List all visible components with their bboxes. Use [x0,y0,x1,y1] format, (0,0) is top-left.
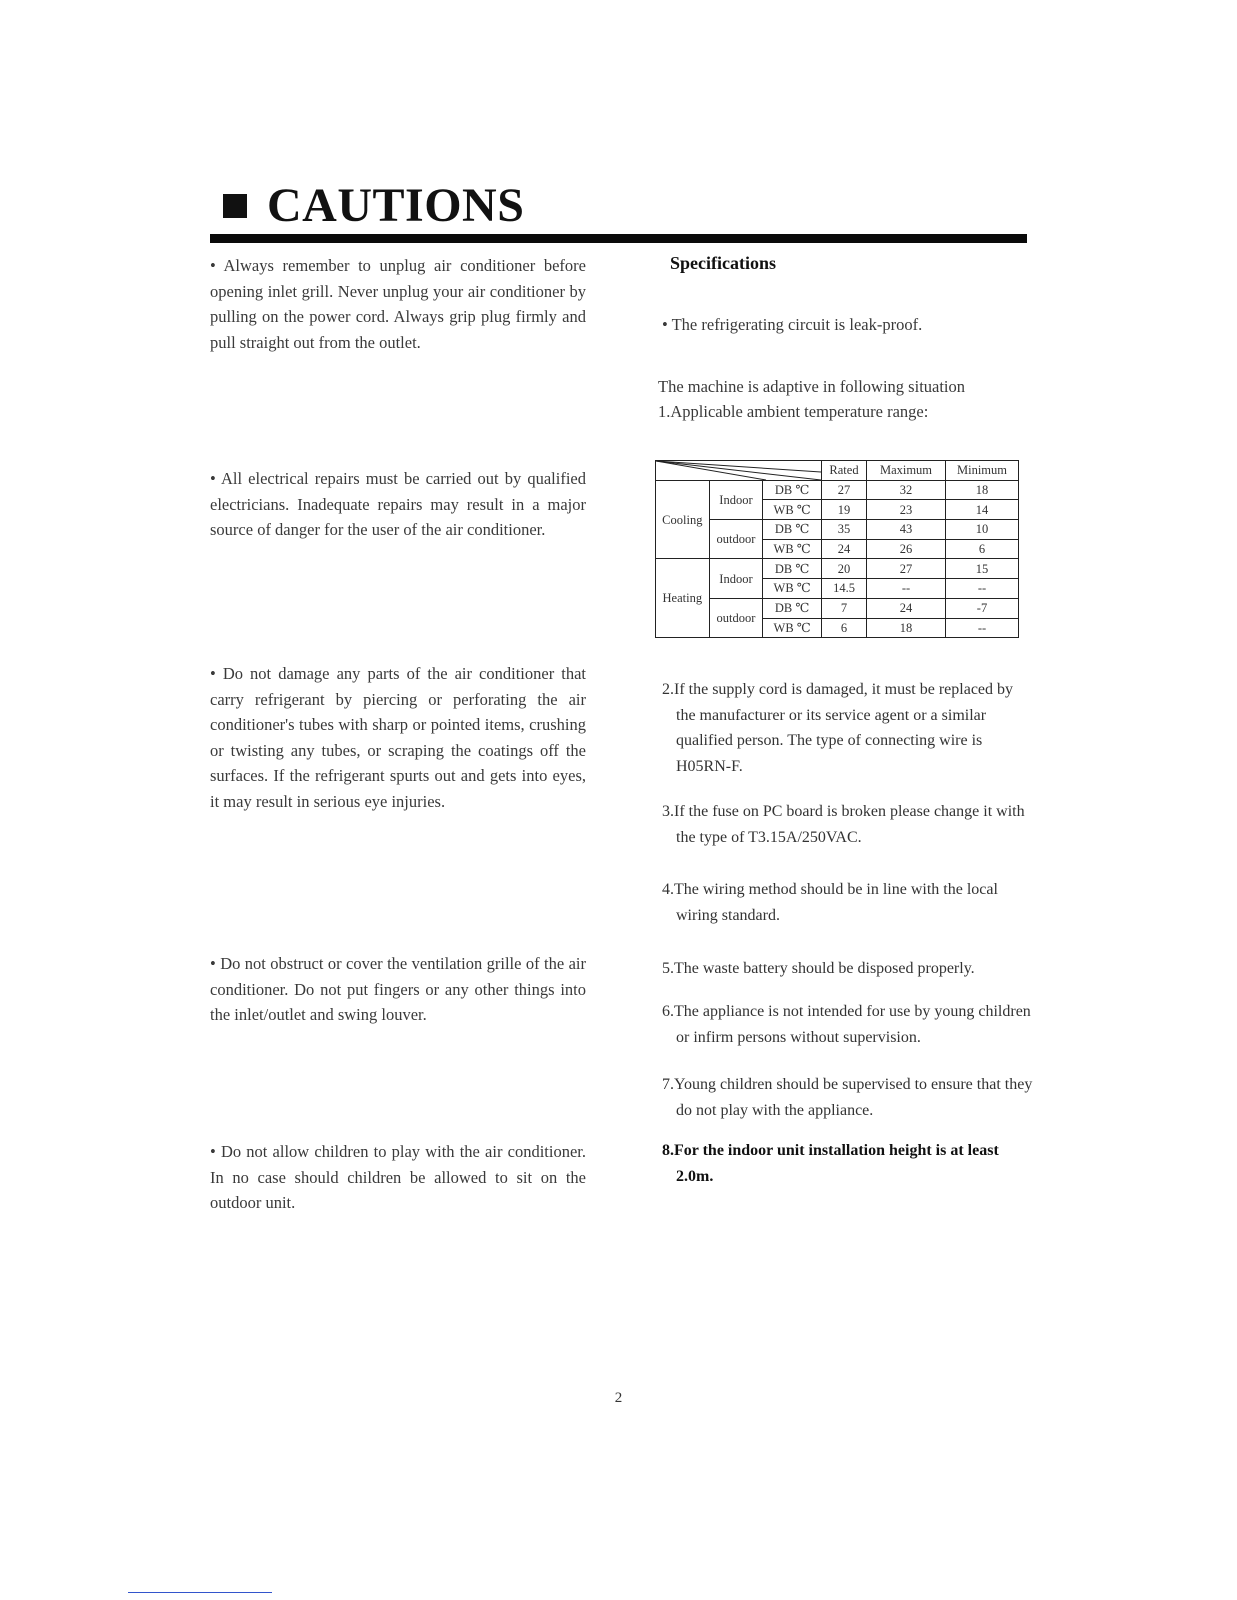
value-minimum: 6 [946,539,1019,559]
bulb-wb: WB ℃ [763,579,822,599]
value-maximum: 27 [867,559,946,579]
location-outdoor: outdoor [709,520,763,559]
caution-ventilation-grille: • Do not obstruct or cover the ventilation grille of the air conditioner. Do not put fingers or any other things into the inlet/outlet and swing louver. [210,954,586,1024]
value-maximum: 26 [867,539,946,559]
value-rated: 27 [822,480,867,500]
value-rated: 20 [822,559,867,579]
table-row [656,598,1019,618]
value-rated: 35 [822,520,867,540]
value-maximum: 43 [867,520,946,540]
table-header-row [656,461,1019,481]
value-minimum: -- [946,618,1019,638]
table-row [656,520,1019,540]
value-rated: 6 [822,618,867,638]
value-maximum: -- [867,579,946,599]
spec-adaptive: The machine is adaptive in following situation [658,377,966,396]
spec-item-installation-height: 8.For the indoor unit installation height is at least 2.0m. [662,1142,999,1185]
spec-item-wiring: 4.The wiring method should be in line with the local wiring standard. [662,881,998,924]
temperature-range-table [655,460,1019,638]
value-minimum: -- [946,579,1019,599]
title-bullet-square [223,194,247,218]
location-indoor: Indoor [709,480,763,519]
bulb-wb: WB ℃ [763,500,822,520]
value-rated: 24 [822,539,867,559]
caution-unplug: • Always remember to unplug air conditioner before opening inlet grill. Never unplug your air conditioner by pulling on the power cord. Always grip plug firmly and pull straight out from the outlet. [210,256,586,352]
value-minimum: 18 [946,480,1019,500]
spec-item-supply-cord: 2.If the supply cord is damaged, it must be replaced by the manufacturer or its service agent or a similar qualified person. The type of connecting wire is H05RN-F. [662,681,1014,775]
footer-rule [128,1592,272,1593]
value-minimum: 15 [946,559,1019,579]
location-indoor: Indoor [709,559,763,598]
value-rated: 7 [822,598,867,618]
value-minimum: -7 [946,598,1019,618]
spec-temperature-range: 1.Applicable ambient temperature range: [658,402,929,421]
corner-diagonal-lines [656,461,821,480]
value-maximum: 24 [867,598,946,618]
value-maximum: 18 [867,618,946,638]
bulb-db: DB ℃ [763,480,822,500]
spec-item-supervision: 6.The appliance is not intended for use by young children or infirm persons without supervision. [662,1003,1031,1046]
title-text: CAUTIONS [267,179,525,232]
header-maximum: Maximum [867,461,946,481]
bulb-db: DB ℃ [763,598,822,618]
table-row [656,480,1019,500]
value-maximum: 23 [867,500,946,520]
title-divider [210,234,1027,243]
mode-cooling: Cooling [656,480,710,559]
value-rated: 19 [822,500,867,520]
spec-leak-proof: • The refrigerating circuit is leak-proof. [662,315,923,334]
page-title [223,179,525,232]
header-rated: Rated [822,461,867,481]
spec-item-battery: 5.The waste battery should be disposed properly. [662,960,975,977]
table-corner-cell [656,461,822,481]
value-minimum: 14 [946,500,1019,520]
specifications-heading: Specifications [670,253,776,273]
mode-heating: Heating [656,559,710,638]
caution-children: • Do not allow children to play with the air conditioner. In no case should children be allowed to sit on the outdoor unit. [210,1142,586,1212]
bulb-wb: WB ℃ [763,539,822,559]
spec-item-young-children: 7.Young children should be supervised to ensure that they do not play with the appliance. [662,1076,1033,1119]
caution-refrigerant-parts: • Do not damage any parts of the air conditioner that carry refrigerant by piercing or perforating the air conditioner's tubes with sharp or pointed items, crushing or twisting any tubes, or scraping the coatings off the surfaces. If the refrigerant spurts out and gets into eyes, it may result in serious eye injuries. [210,664,586,811]
header-minimum: Minimum [946,461,1019,481]
bulb-wb: WB ℃ [763,618,822,638]
bulb-db: DB ℃ [763,559,822,579]
value-minimum: 10 [946,520,1019,540]
page-number: 2 [614,1390,623,1406]
bulb-db: DB ℃ [763,520,822,540]
spec-item-fuse: 3.If the fuse on PC board is broken please change it with the type of T3.15A/250VAC. [662,803,1025,846]
value-maximum: 32 [867,480,946,500]
value-rated: 14.5 [822,579,867,599]
location-outdoor: outdoor [709,598,763,637]
caution-electrical-repairs: • All electrical repairs must be carried out by qualified electricians. Inadequate repairs may result in a major source of danger for the user of the air conditioner. [210,469,586,539]
table-row [656,559,1019,579]
